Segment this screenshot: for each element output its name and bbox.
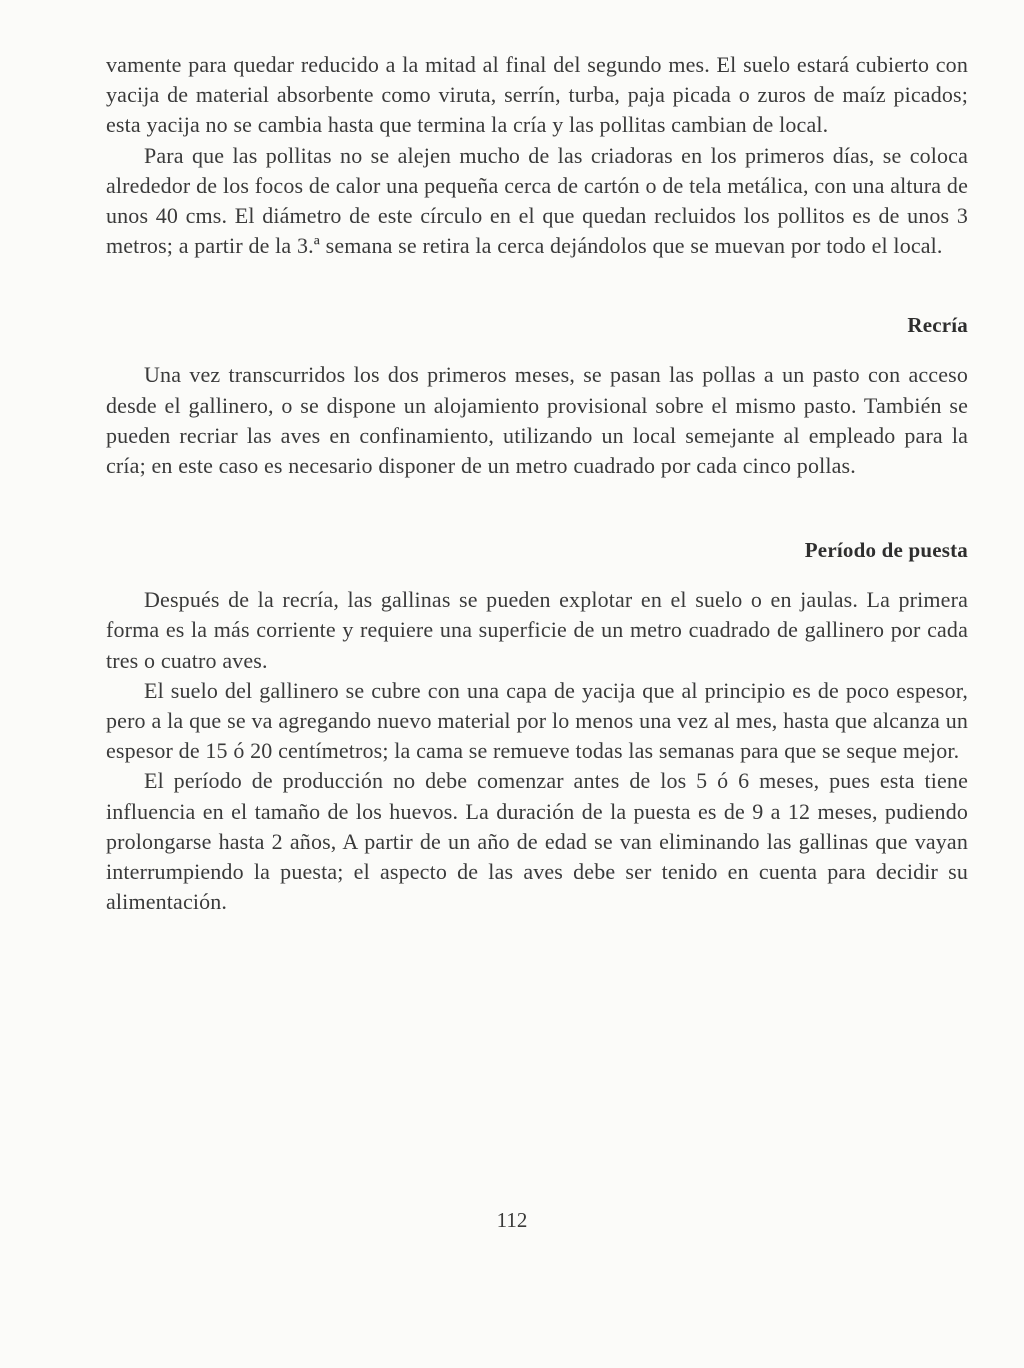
- paragraph-continuation: vamente para quedar reducido a la mitad al final del segundo mes. El suelo estará cubierto con yacija de material absorbente como viruta, serrín, turba, paja picada o zuros de maíz picados; esta yacija no se cambia hasta que termina la cría y las pollitas cambian de local.: [106, 52, 968, 138]
- paragraph-puesta-2: El suelo del gallinero se cubre con una capa de yacija que al principio es de poco espesor, pero a la que se va agregando nuevo material por lo menos una vez al mes, hasta que alcanza un espesor de 15 ó 20 centímetros; la cama se remueve todas las semanas para que se seque mejor.: [106, 677, 968, 764]
- section-heading-recria: Recría: [907, 313, 968, 338]
- section-heading-puesta: Período de puesta: [804, 538, 968, 563]
- paragraph-puesta-1: Después de la recría, las gallinas se pueden explotar en el suelo o en jaulas. La primera forma es la más corriente y requiere una superficie de un metro cuadrado de gallinero por cada tres o cuatro aves.: [106, 587, 968, 673]
- page-body: [106, 50, 968, 917]
- paragraph-cerca: Para que las pollitas no se alejen mucho de las criadoras en los primeros días, se coloca alrededor de los focos de calor una pequeña cerca de cartón o de tela metálica, con una altura de unos 40 cms. El diámetro de este círculo en el que quedan recluidos los pollitos es de unos 3 metros; a partir de la 3.ª semana se retira la cerca dejándolos que se muevan por todo el local.: [106, 142, 968, 259]
- page-number: 112: [496, 1208, 528, 1232]
- paragraph-recria: Una vez transcurridos los dos primeros meses, se pasan las pollas a un pasto con acceso desde el gallinero, o se dispone un alojamiento provisional sobre el mismo pasto. También se pueden recriar las aves en confinamiento, utilizando un local semejante al empleado para la cría; en este caso es necesario disponer de un metro cuadrado por cada cinco pollas.: [106, 362, 968, 479]
- paragraph-puesta-3: El período de producción no debe comenzar antes de los 5 ó 6 meses, pues esta tiene influencia en el tamaño de los huevos. La duración de la puesta es de 9 a 12 meses, pudiendo prolongarse hasta 2 años, A partir de un año de edad se van eliminando las gallinas que vayan interrumpiendo la puesta; el aspecto de las aves debe ser tenido en cuenta para decidir su alimentación.: [106, 768, 968, 915]
